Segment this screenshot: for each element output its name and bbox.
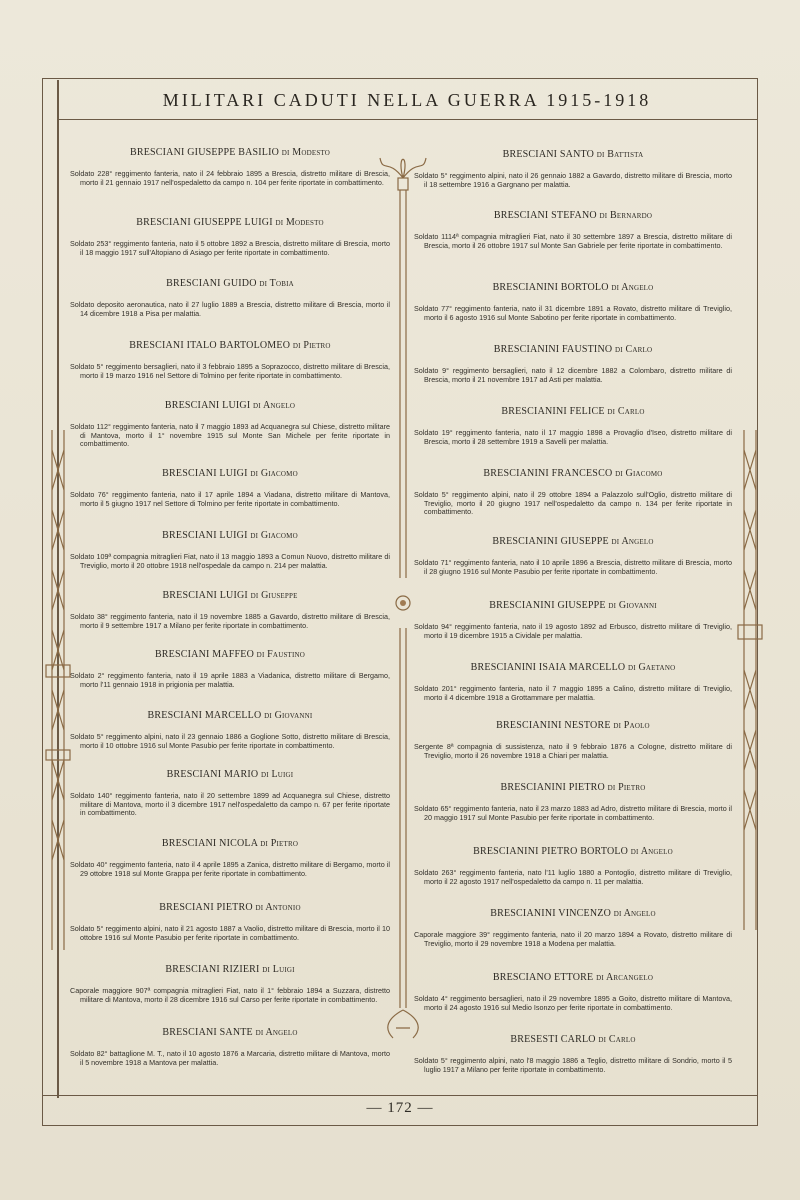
entry-text: Soldato 5° reggimento alpini, nato il 29 ottobre 1894 a Palazzolo sull'Oglio, distretto militare di Treviglio, morto il 20 giugno 1917 nell'ospedaletto da campo n. 134 per ferite riportate in combattimento. bbox=[414, 490, 732, 517]
entry-name: BRESCIANINI ISAIA MARCELLO di Gaetano bbox=[470, 662, 676, 673]
entry-text: Soldato 2° reggimento fanteria, nato il 19 aprile 1883 a Viadanica, distretto militare di Bergamo, morto l'11 gennaio 1918 in prigionia per malattia. bbox=[70, 671, 390, 689]
entry bbox=[414, 468, 732, 517]
entry-text: Soldato 71° reggimento fanteria, nato il 10 aprile 1896 a Brescia, distretto militare di Brescia, morto il 28 giugno 1916 sul Monte Pasubio per ferite riportate in combattimento. bbox=[414, 558, 732, 576]
entry-name: BRESCIANINI FELICE di Carlo bbox=[501, 406, 645, 417]
entry-name: BRESCIANI GUIDO di Tobia bbox=[166, 278, 294, 289]
entry bbox=[414, 782, 732, 822]
entry bbox=[414, 720, 732, 760]
entry-text: Caporale maggiore 907ª compagnia mitraglieri Fiat, nato il 1° febbraio 1894 a Suzzara, distretto militare di Mantova, morto il 28 dicembre 1916 sul Carso per ferite riportate in combattimento. bbox=[70, 986, 390, 1004]
entry-text: Soldato 253° reggimento fanteria, nato il 5 ottobre 1892 a Brescia, distretto militare di Brescia, morto il 18 maggio 1917 sull'Altopiano di Asiago per ferite riportate in combattimento. bbox=[70, 239, 390, 257]
entry-name: BRESCIANINI BORTOLO di Angelo bbox=[492, 282, 654, 293]
entry-name: BRESCIANINI PIETRO BORTOLO di Angelo bbox=[473, 846, 673, 857]
entry-name: BRESCIANINI FRANCESCO di Giacomo bbox=[483, 468, 663, 479]
entry-name: BRESCIANI NICOLA di Pietro bbox=[161, 838, 299, 849]
entry-text: Soldato 109ª compagnia mitraglieri Fiat, nato il 13 maggio 1893 a Comun Nuovo, distretto militare di Treviglio, morto il 20 ottobre 1918 nell'ospedale da campo n. 214 per malattia. bbox=[70, 552, 390, 570]
entry-text: Soldato 5° reggimento alpini, nato il 21 agosto 1887 a Vaolio, distretto militare di Brescia, morto il 10 ottobre 1916 sul Monte Pasubio per ferite riportate in combattimento. bbox=[70, 924, 390, 942]
entry bbox=[70, 838, 390, 878]
entry bbox=[70, 530, 390, 570]
entry-text: Soldato 9° reggimento bersaglieri, nato il 12 dicembre 1882 a Colombaro, distretto militare di Brescia, morto il 21 novembre 1917 ad Asti per malattia. bbox=[414, 366, 732, 384]
entry bbox=[414, 344, 732, 384]
entry-name: BRESCIANINI PIETRO di Pietro bbox=[500, 782, 646, 793]
entry bbox=[414, 406, 732, 446]
entry-text: Soldato 140° reggimento fanteria, nato il 20 settembre 1899 ad Acquanegra sul Chiese, distretto militare di Mantova, morto il 3 dicembre 1917 nell'ospedaletto da campo n. 67 per ferite riportate in combattimento. bbox=[70, 791, 390, 818]
entry-name: BRESCIANI LUIGI di Giacomo bbox=[162, 530, 298, 541]
entry-text: Soldato 5° reggimento bersaglieri, nato il 3 febbraio 1895 a Soprazocco, distretto militare di Brescia, morto il 19 marzo 1916 nel Settore di Tolmino per ferite riportate in combattimento. bbox=[70, 362, 390, 380]
entry bbox=[414, 1034, 732, 1074]
entry bbox=[70, 590, 390, 630]
entry-name: BRESCIANI GIUSEPPE BASILIO di Modesto bbox=[129, 147, 331, 158]
entry bbox=[70, 400, 390, 449]
entry-text: Sergente 8ª compagnia di sussistenza, nato il 9 febbraio 1876 a Cologne, distretto militare di Treviglio, morto il 26 novembre 1918 a Chiari per malattia. bbox=[414, 742, 732, 760]
entry bbox=[414, 282, 732, 322]
entry-text: Soldato 201° reggimento fanteria, nato il 7 maggio 1895 a Calino, distretto militare di Treviglio, morto il 4 dicembre 1918 a Grottammare per malattia. bbox=[414, 684, 732, 702]
entry bbox=[414, 149, 732, 189]
entry-text: Soldato 263° reggimento fanteria, nato l'11 luglio 1880 a Pontoglio, distretto militare di Treviglio, morto il 22 agosto 1917 nell'ospedaletto da campo n. 11 per malattia. bbox=[414, 868, 732, 886]
entry-text: Soldato 5° reggimento alpini, nato il 26 gennaio 1882 a Gavardo, distretto militare di Brescia, morto il 18 settembre 1916 a Gargnano per malattia. bbox=[414, 171, 732, 189]
entry-name: BRESCIANINI GIUSEPPE di Angelo bbox=[492, 536, 654, 547]
entry-name: BRESCIANI MARCELLO di Giovanni bbox=[147, 710, 313, 721]
entry-name: BRESCIANI LUIGI di Giacomo bbox=[162, 468, 298, 479]
entry bbox=[414, 662, 732, 702]
entry-name: BRESCIANINI GIUSEPPE di Giovanni bbox=[489, 600, 657, 611]
entry-name: BRESCIANO ETTORE di Arcangelo bbox=[492, 972, 654, 983]
entry bbox=[414, 600, 732, 640]
entry-text: Soldato 112° reggimento fanteria, nato il 7 maggio 1893 ad Acquanegra sul Chiese, distretto militare di Mantova, morto il 1° novembre 1915 sul Monte San Michele per ferite riportate in combattimento. bbox=[70, 422, 390, 449]
entry-name: BRESCIANINI NESTORE di Paolo bbox=[496, 720, 650, 731]
entry bbox=[70, 217, 390, 257]
entry bbox=[70, 902, 390, 942]
entry bbox=[414, 972, 732, 1012]
entry bbox=[70, 468, 390, 508]
page-number: — 172 — bbox=[366, 1100, 434, 1116]
entry-text: Soldato 5° reggimento alpini, nato il 23 gennaio 1886 a Goglione Sotto, distretto militare di Brescia, morto il 10 ottobre 1916 sul Monte Pasubio per ferite riportate in combattimento. bbox=[70, 732, 390, 750]
entry-text: Soldato 1114ª compagnia mitraglieri Fiat, nato il 30 settembre 1897 a Brescia, distretto militare di Brescia, morto il 26 ottobre 1917 sul Monte San Gabriele per ferite riportate in combattimento. bbox=[414, 232, 732, 250]
entry-text: Soldato 5° reggimento alpini, nato l'8 maggio 1886 a Teglio, distretto militare di Sondrio, morto il 5 luglio 1917 a Milano per ferite riportate in combattimento. bbox=[414, 1056, 732, 1074]
entry bbox=[70, 340, 390, 380]
entry bbox=[70, 278, 390, 318]
entry-name: BRESCIANI MARIO di Luigi bbox=[166, 769, 294, 780]
right-fasces-ornament bbox=[730, 430, 770, 930]
entry-name: BRESCIANINI FAUSTINO di Carlo bbox=[493, 344, 653, 355]
entry bbox=[70, 147, 390, 187]
entry-name: BRESCIANI LUIGI di Giuseppe bbox=[162, 590, 298, 601]
entry-text: Soldato 40° reggimento fanteria, nato il 4 aprile 1895 a Zanica, distretto militare di Bergamo, morto il 29 ottobre 1918 sul Monte Grappa per ferite riportate in combattimento. bbox=[70, 860, 390, 878]
entry-name: BRESESTI CARLO di Carlo bbox=[510, 1034, 636, 1045]
entry-text: Soldato 76° reggimento fanteria, nato il 17 aprile 1894 a Viadana, distretto militare di Mantova, morto il 5 giugno 1917 nel Settore di Tolmino per ferite riportate in combattimento. bbox=[70, 490, 390, 508]
entry-text: Soldato 94° reggimento fanteria, nato il 19 agosto 1892 ad Erbusco, distretto militare di Treviglio, morto il 19 dicembre 1915 a Cividale per malattia. bbox=[414, 622, 732, 640]
page-title: MILITARI CADUTI NELLA GUERRA 1915-1918 bbox=[162, 90, 652, 110]
entry bbox=[414, 536, 732, 576]
entry-name: BRESCIANI GIUSEPPE LUIGI di Modesto bbox=[136, 217, 324, 228]
entry-name: BRESCIANI PIETRO di Antonio bbox=[159, 902, 301, 913]
page-footer bbox=[42, 1095, 758, 1126]
entry-text: Soldato 4° reggimento bersaglieri, nato il 29 novembre 1895 a Goito, distretto militare di Mantova, morto il 24 agosto 1916 sul Medio Isonzo per ferite riportate in combattimento. bbox=[414, 994, 732, 1012]
entry-text: Soldato 65° reggimento fanteria, nato il 23 marzo 1883 ad Adro, distretto militare di Brescia, morto il 20 maggio 1917 sul Monte Pasubio per ferite riportate in combattimento. bbox=[414, 804, 732, 822]
entry-name: BRESCIANI STEFANO di Bernardo bbox=[493, 210, 653, 221]
entry-name: BRESCIANINI VINCENZO di Angelo bbox=[490, 908, 656, 919]
entry bbox=[414, 908, 732, 948]
entry bbox=[70, 710, 390, 750]
entry-text: Soldato 82° battaglione M. T., nato il 10 agosto 1876 a Marcaria, distretto militare di Mantova, morto il 5 novembre 1918 a Mantova per malattia. bbox=[70, 1049, 390, 1067]
entry-text: Soldato 38° reggimento fanteria, nato il 19 novembre 1885 a Gavardo, distretto militare di Brescia, morto il 9 settembre 1917 a Milano per ferite riportate in combattimento. bbox=[70, 612, 390, 630]
entry-text: Soldato deposito aeronautica, nato il 27 luglio 1889 a Brescia, distretto militare di Brescia, morto il 14 dicembre 1918 a Pisa per malattia. bbox=[70, 300, 390, 318]
entry-text: Soldato 228° reggimento fanteria, nato il 24 febbraio 1895 a Brescia, distretto militare di Brescia, morto il 21 gennaio 1917 nell'ospedaletto da campo n. 104 per ferite riportate in combattimento. bbox=[70, 169, 390, 187]
entry-text: Soldato 77° reggimento fanteria, nato il 31 dicembre 1891 a Rovato, distretto militare di Treviglio, morto il 6 agosto 1916 sul Monte Sabotino per ferite riportate in combattimento. bbox=[414, 304, 732, 322]
entry bbox=[414, 210, 732, 250]
entry-name: BRESCIANI ITALO BARTOLOMEO di Pietro bbox=[129, 340, 331, 351]
entry-text: Caporale maggiore 39° reggimento fanteria, nato il 20 marzo 1894 a Rovato, distretto militare di Treviglio, morto il 29 novembre 1918 a Modena per malattia. bbox=[414, 930, 732, 948]
entry-name: BRESCIANI SANTE di Angelo bbox=[162, 1027, 298, 1038]
page-header bbox=[57, 80, 757, 120]
entry bbox=[70, 1027, 390, 1067]
entry-name: BRESCIANI RIZIERI di Luigi bbox=[165, 964, 295, 975]
entry-name: BRESCIANI MAFFEO di Faustino bbox=[154, 649, 306, 660]
entry-name: BRESCIANI LUIGI di Angelo bbox=[164, 400, 296, 411]
entry bbox=[414, 846, 732, 886]
entry bbox=[70, 649, 390, 689]
entry-name: BRESCIANI SANTO di Battista bbox=[502, 149, 644, 160]
entry-text: Soldato 19° reggimento fanteria, nato il 17 maggio 1898 a Provaglio d'Iseo, distretto militare di Brescia, morto il 28 settembre 1919 a Savelli per malattia. bbox=[414, 428, 732, 446]
entry bbox=[70, 769, 390, 818]
entry bbox=[70, 964, 390, 1004]
